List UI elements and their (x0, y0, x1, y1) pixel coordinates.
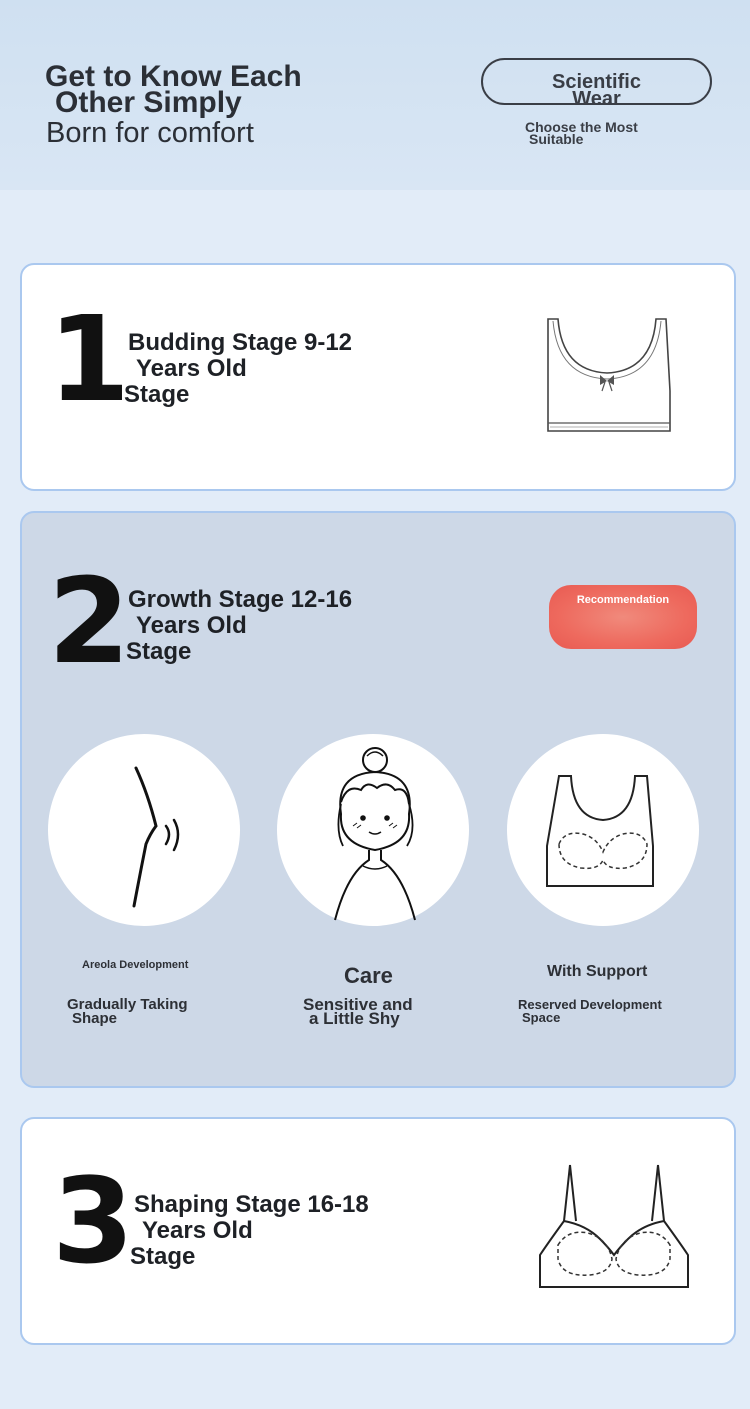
stage-number: 3 (52, 1152, 135, 1290)
stage-title: Growth Stage 12-16 Years Old Stage (126, 586, 353, 665)
recommendation-badge[interactable]: Recommendation (549, 585, 697, 649)
body-profile-icon (48, 734, 240, 926)
feature-circle-girl (277, 734, 469, 926)
header-title: Get to Know Each Other Simply (45, 60, 302, 119)
feature-circle-body (48, 734, 240, 926)
padded-bra-icon (534, 1159, 694, 1299)
stage-title: Budding Stage 9-12 Years Old Stage (124, 329, 353, 408)
choose-caption: Choose the Most Suitable (525, 119, 638, 147)
header-banner (0, 0, 750, 190)
scientific-wear-pill[interactable]: Scientific Wear (481, 58, 712, 105)
feature-desc-support: Reserved Development Space (518, 997, 662, 1025)
support-bra-icon (507, 734, 699, 926)
stage-title: Shaping Stage 16-18 Years Old Stage (130, 1191, 369, 1270)
feature-label-care: Care (344, 963, 393, 988)
stage-card-3 (20, 1117, 736, 1345)
shy-girl-icon (277, 734, 469, 926)
feature-desc-care: Sensitive and a Little Shy (303, 995, 413, 1028)
training-bra-icon (532, 311, 682, 451)
feature-label-support: With Support (547, 963, 648, 980)
stage-card-1 (20, 263, 736, 491)
feature-circle-bra (507, 734, 699, 926)
header-subtitle: Born for comfort (46, 117, 254, 149)
feature-label-areola: Areola Development (82, 959, 189, 971)
stage-card-2 (20, 511, 736, 1088)
feature-desc-areola: Gradually Taking Shape (67, 996, 188, 1027)
stage-number: 1 (48, 290, 131, 428)
stage-number: 2 (48, 552, 131, 690)
